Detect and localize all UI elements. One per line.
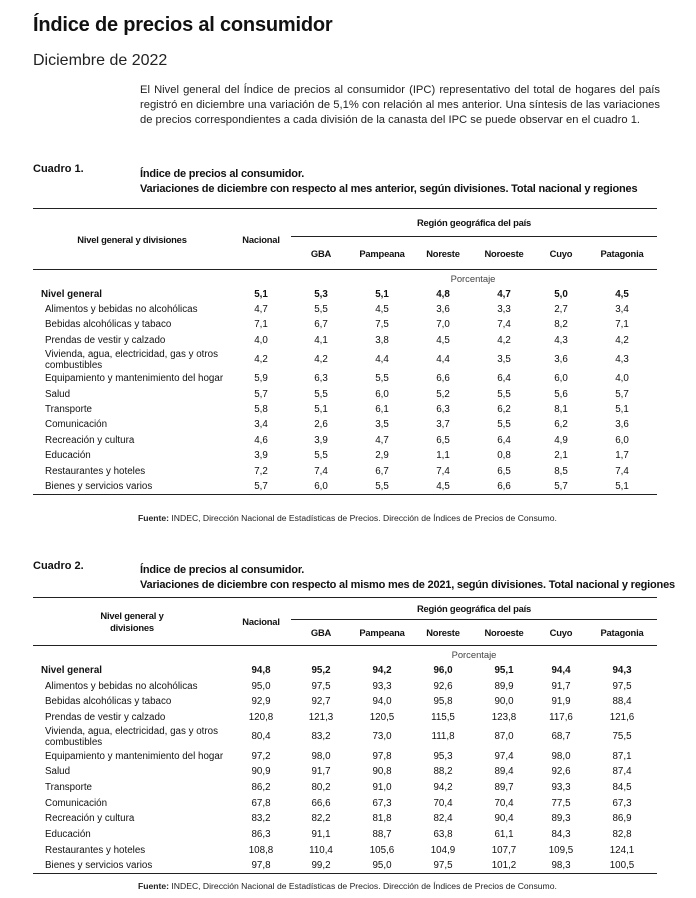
cell-region: 3,8 [375,334,389,346]
row-label: Alimentos y bebidas no alcohólicas [45,680,198,692]
table-row [33,764,657,780]
cell-region: 7,4 [436,465,450,477]
cell-nacional: 108,8 [248,844,274,856]
cell-region: 87,0 [494,731,514,743]
cell-region: 123,8 [491,711,517,723]
cell-region: 2,7 [554,304,568,316]
cell-region: 61,1 [494,829,514,841]
cell-region: 88,7 [372,829,392,841]
cell-region: 2,1 [554,450,568,462]
cell-region: 6,2 [497,404,511,416]
cell-region: 8,2 [554,319,568,331]
cell-nacional: 97,8 [231,858,291,874]
cell-region: 121,6 [609,711,635,723]
cell-region: 67,3 [372,797,392,809]
cell-region: 4,7 [497,288,511,300]
cell-region: 94,0 [372,696,392,708]
cell-region: 97,8 [372,750,392,762]
row-label: Bebidas alcohólicas y tabaco [45,696,172,708]
cell-region: 67,3 [612,797,632,809]
cell-nacional: 3,4 [254,419,268,431]
cell-region: 6,1 [375,404,389,416]
cuadro1-source-label: Fuente: [138,513,170,523]
cell-region: 5,0 [554,288,568,300]
row-label: Bienes y servicios varios [33,479,231,494]
row-label: Comunicación [45,797,108,809]
cell-region: 89,4 [494,766,514,778]
cuadro2-head-nacional: Nacional [231,598,291,646]
cell-region: 95,0 [351,858,413,874]
cell-region: 73,0 [372,731,392,743]
cell-nacional: 5,8 [254,404,268,416]
cell-region: 4,4 [375,354,389,366]
cell-region: 82,8 [612,829,632,841]
cell-region: 5,5 [375,373,389,385]
cell-region: 93,3 [551,781,571,793]
table-row [33,463,657,478]
cell-region: 95,3 [433,750,453,762]
cell-region: 3,7 [436,419,450,431]
table-row [33,433,657,448]
cell-region: 7,4 [314,465,328,477]
cell-region: 8,5 [554,465,568,477]
cell-region: 84,5 [612,781,632,793]
row-label: Restaurantes y hoteles [45,465,146,477]
table-row [33,333,657,348]
cuadro1-head-nacional: Nacional [231,209,291,270]
cuadro2-head-divisiones-line2: divisiones [110,621,154,633]
cell-nacional: 4,7 [254,304,268,316]
cell-region: 6,5 [497,465,511,477]
cell-region: 5,1 [375,288,389,300]
cell-nacional: 5,7 [254,388,268,400]
cell-region: 94,4 [551,664,571,676]
cell-region: 6,6 [473,479,535,494]
cuadro2-region-noroeste: Noroeste [473,620,535,646]
cell-region: 81,8 [372,813,392,825]
cell-region: 3,6 [615,419,629,431]
cell-region: 3,9 [314,434,328,446]
row-label: Transporte [45,404,93,416]
cuadro1-source [138,513,557,523]
cell-region: 75,5 [612,731,632,743]
table-row [33,858,657,874]
cell-nacional: 90,9 [251,766,271,778]
cell-region: 6,0 [615,434,629,446]
cell-region: 82,4 [433,813,453,825]
cell-nacional: 7,1 [254,319,268,331]
table-row [33,348,657,371]
cuadro2-caption-line2: Variaciones de diciembre con respecto al mismo mes de 2021, según divisiones. Total nacional y regiones [140,579,675,591]
cell-region: 5,7 [615,388,629,400]
cell-region: 4,5 [436,334,450,346]
cell-region: 93,3 [372,680,392,692]
cell-region: 3,4 [615,304,629,316]
cell-region: 6,7 [314,319,328,331]
cell-region: 101,2 [473,858,535,874]
cell-region: 4,5 [615,288,629,300]
cell-region: 5,3 [314,288,328,300]
cell-region: 66,6 [311,797,331,809]
cell-region: 70,4 [494,797,514,809]
cuadro1-region-noreste: Noreste [413,237,473,270]
row-label: Educación [45,829,91,841]
cell-region: 89,9 [494,680,514,692]
cell-region: 3,3 [497,304,511,316]
cell-region: 88,4 [612,696,632,708]
cell-region: 91,9 [551,696,571,708]
cell-region: 4,0 [615,373,629,385]
cell-region: 4,5 [375,304,389,316]
row-label: Transporte [45,781,93,793]
cell-region: 92,7 [311,696,331,708]
row-label: Alimentos y bebidas no alcohólicas [45,304,198,316]
row-label: Equipamiento y mantenimiento del hogar [45,750,224,762]
cell-region: 5,5 [351,479,413,494]
cell-region: 92,6 [433,680,453,692]
cell-nacional: 92,9 [251,696,271,708]
cell-nacional: 94,8 [251,664,271,676]
cuadro2-head-divisiones-line1: Nivel general y [100,609,164,621]
cell-region: 92,6 [551,766,571,778]
cell-region: 90,8 [372,766,392,778]
cell-region: 4,8 [436,288,450,300]
cell-region: 2,6 [314,419,328,431]
cell-region: 6,3 [436,404,450,416]
cuadro1-caption-line1: Índice de precios al consumidor. [140,168,305,180]
cell-region: 0,8 [497,450,511,462]
cell-region: 2,9 [375,450,389,462]
cell-region: 5,5 [314,388,328,400]
cell-region: 3,6 [436,304,450,316]
cell-nacional: 5,1 [254,288,268,300]
table-row [33,842,657,858]
cell-region: 110,4 [309,844,333,856]
cuadro2-caption [140,563,675,593]
row-label [33,348,231,371]
cuadro2-source-text: INDEC, Dirección Nacional de Estadísticas de Precios. Dirección de Índices de Precios de Consumo. [169,881,557,891]
cell-region: 97,5 [413,858,473,874]
cell-nacional: 3,9 [254,450,268,462]
row-label: Salud [45,388,71,400]
cell-region: 98,3 [535,858,587,874]
cuadro1-caption [140,167,637,197]
table-row [33,795,657,811]
page-title: Índice de precios al consumidor [33,14,333,36]
cell-region: 120,5 [369,711,395,723]
cell-nacional: 120,8 [248,711,274,723]
cell-region: 7,4 [497,319,511,331]
cell-region: 3,6 [554,354,568,366]
cell-region: 77,5 [551,797,571,809]
table-row [33,317,657,332]
cell-region: 86,9 [612,813,632,825]
cuadro2-source [138,881,557,891]
cuadro1-caption-line2: Variaciones de diciembre con respecto al mes anterior, según divisiones. Total nacional y regiones [140,183,638,195]
cell-region: 3,5 [375,419,389,431]
cell-region: 97,5 [311,680,331,692]
cell-region: 4,2 [314,354,328,366]
table-row [33,302,657,317]
cell-nacional: 80,4 [251,731,271,743]
row-label: Educación [45,450,91,462]
cell-region: 87,4 [612,766,632,778]
row-label-line2: combustibles [45,736,103,748]
cell-region: 6,4 [497,373,511,385]
cell-region: 124,1 [609,844,635,856]
cell-region: 5,6 [554,388,568,400]
cell-region: 84,3 [551,829,571,841]
row-label: Recreación y cultura [45,434,135,446]
table-row [33,287,657,302]
cell-region: 87,1 [612,750,632,762]
cuadro1-region-gba: GBA [291,237,351,270]
table-row [33,678,657,694]
cuadro1-source-text: INDEC, Dirección Nacional de Estadísticas de Precios. Dirección de Índices de Precios de Consumo. [169,513,557,523]
cell-region: 80,2 [311,781,331,793]
row-label: Prendas de vestir y calzado [45,334,166,346]
cell-region: 89,7 [494,781,514,793]
table-row [33,417,657,432]
cell-nacional: 86,3 [251,829,271,841]
row-label: Nivel general [41,664,102,676]
cell-region: 95,1 [494,664,514,676]
cell-region: 1,1 [436,450,450,462]
cell-region: 1,7 [615,450,629,462]
cell-region: 94,2 [372,664,392,676]
row-label-line1: Vivienda, agua, electricidad, gas y otros [45,348,219,360]
cuadro2-source-label: Fuente: [138,881,170,891]
cell-region: 91,7 [551,680,571,692]
cell-nacional: 86,2 [251,781,271,793]
cell-region: 82,2 [311,813,331,825]
cell-region: 6,0 [375,388,389,400]
cell-region: 90,4 [494,813,514,825]
cell-region: 83,2 [311,731,331,743]
cell-region: 104,9 [430,844,456,856]
cuadro2-region-cuyo: Cuyo [535,620,587,646]
cell-region: 5,1 [615,404,629,416]
cell-region: 95,2 [311,664,331,676]
cuadro1-unit: Porcentaje [450,272,496,284]
cell-region: 5,5 [497,419,511,431]
row-label: Nivel general [41,288,102,300]
cell-region: 8,1 [554,404,568,416]
cell-region: 91,0 [372,781,392,793]
cell-region: 3,5 [497,354,511,366]
cell-nacional: 7,2 [254,465,268,477]
cell-region: 6,5 [436,434,450,446]
cell-region: 107,7 [491,844,517,856]
cell-region: 4,3 [554,334,568,346]
row-label: Restaurantes y hoteles [45,844,146,856]
table-row [33,402,657,417]
cell-region: 5,2 [436,388,450,400]
cell-region: 95,8 [433,696,453,708]
cell-nacional: 5,9 [254,373,268,385]
cell-region: 70,4 [433,797,453,809]
cell-region: 5,7 [535,479,587,494]
cell-region: 5,1 [314,404,328,416]
cell-region: 5,5 [314,304,328,316]
cell-nacional: 67,8 [251,797,271,809]
cell-region: 5,5 [314,450,328,462]
cell-region: 88,2 [433,766,453,778]
cuadro1-region-cuyo: Cuyo [535,237,587,270]
cell-region: 6,3 [314,373,328,385]
cell-region: 63,8 [433,829,453,841]
cuadro2-caption-line1: Índice de precios al consumidor. [140,564,305,576]
cell-region: 94,2 [433,781,453,793]
cell-region: 100,5 [587,858,657,874]
cell-region: 4,3 [615,354,629,366]
cell-region: 97,4 [494,750,514,762]
cuadro2-region-pampeana: Pampeana [351,620,413,646]
cell-region: 6,4 [497,434,511,446]
cell-region: 91,7 [311,766,331,778]
cell-region: 4,7 [375,434,389,446]
cell-region: 99,2 [291,858,351,874]
cell-region: 7,1 [615,319,629,331]
cell-region: 7,4 [615,465,629,477]
cell-region: 6,2 [554,419,568,431]
cell-region: 4,5 [413,479,473,494]
cell-region: 89,3 [551,813,571,825]
cell-region: 115,5 [431,711,455,723]
cell-region: 4,1 [314,334,328,346]
cell-region: 97,5 [612,680,632,692]
cell-region: 98,0 [311,750,331,762]
cell-region: 96,0 [433,664,453,676]
table-row [33,827,657,843]
cell-region: 91,1 [311,829,331,841]
row-label-line2: combustibles [45,359,103,371]
table-row [33,811,657,827]
cuadro1-region-noroeste: Noroeste [473,237,535,270]
cell-region: 117,6 [549,711,573,723]
row-label-line1: Vivienda, agua, electricidad, gas y otros [45,725,219,737]
cell-region: 7,0 [436,319,450,331]
table-row [33,371,657,386]
row-label: Bebidas alcohólicas y tabaco [45,319,172,331]
cuadro2-head-region: Región geográfica del país [291,598,657,620]
cell-region: 121,3 [308,711,334,723]
cell-nacional: 4,0 [254,334,268,346]
table-row [33,725,657,748]
cell-region: 111,8 [431,731,455,743]
cuadro1-region-pampeana: Pampeana [351,237,413,270]
cell-region: 7,5 [375,319,389,331]
cuadro1-region-patagonia: Patagonia [587,237,657,270]
cell-region: 6,7 [375,465,389,477]
cuadro2-head-divisiones [33,598,231,646]
cell-nacional: 83,2 [251,813,271,825]
row-label: Prendas de vestir y calzado [45,711,166,723]
cuadro2-label: Cuadro 2. [33,560,84,572]
cell-region: 4,9 [554,434,568,446]
table-row [33,710,657,726]
cell-region: 98,0 [551,750,571,762]
cuadro2-region-noreste: Noreste [413,620,473,646]
table-row [33,780,657,796]
cell-region: 94,3 [612,664,632,676]
cuadro2-region-gba: GBA [291,620,351,646]
table-row [33,448,657,463]
cell-nacional: 95,0 [251,680,271,692]
cell-region: 5,5 [497,388,511,400]
cuadro1-head-region: Región geográfica del país [291,209,657,237]
table-row [33,694,657,710]
cell-region: 6,6 [436,373,450,385]
cell-nacional: 4,2 [254,354,268,366]
cell-nacional: 5,7 [231,479,291,494]
intro-paragraph: El Nivel general del Índice de precios al consumidor (IPC) representativo del total de hogares del país registró en diciembre una variación de 5,1% con relación al mes anterior. Una síntesis de las variaciones de precios correspondientes a cada división de la canasta del IPC se puede observar en el cuadro 1. [140,84,660,126]
cuadro1-table [33,208,657,495]
cell-region: 109,5 [548,844,574,856]
cell-region: 6,0 [554,373,568,385]
cell-nacional: 97,2 [251,750,271,762]
cell-region: 4,4 [436,354,450,366]
cuadro2-region-patagonia: Patagonia [587,620,657,646]
table-row [33,386,657,401]
cell-region: 68,7 [551,731,571,743]
table-row [33,748,657,764]
table-row [33,479,657,494]
cell-region: 5,1 [587,479,657,494]
cell-region: 4,2 [615,334,629,346]
cell-region: 90,0 [494,696,514,708]
table-row [33,663,657,679]
row-label: Recreación y cultura [45,813,135,825]
cuadro1-head-divisiones: Nivel general y divisiones [33,209,231,270]
row-label: Comunicación [45,419,108,431]
cell-region: 105,6 [369,844,395,856]
cell-region: 6,0 [291,479,351,494]
row-label: Equipamiento y mantenimiento del hogar [45,373,224,385]
row-label: Salud [45,766,71,778]
row-label: Bienes y servicios varios [33,858,231,874]
cell-region: 4,2 [497,334,511,346]
cell-nacional: 4,6 [254,434,268,446]
page-subtitle: Diciembre de 2022 [33,52,168,69]
row-label [33,725,231,748]
cuadro2-unit: Porcentaje [451,648,497,660]
cuadro2-table [33,597,657,874]
cuadro1-label: Cuadro 1. [33,163,84,175]
